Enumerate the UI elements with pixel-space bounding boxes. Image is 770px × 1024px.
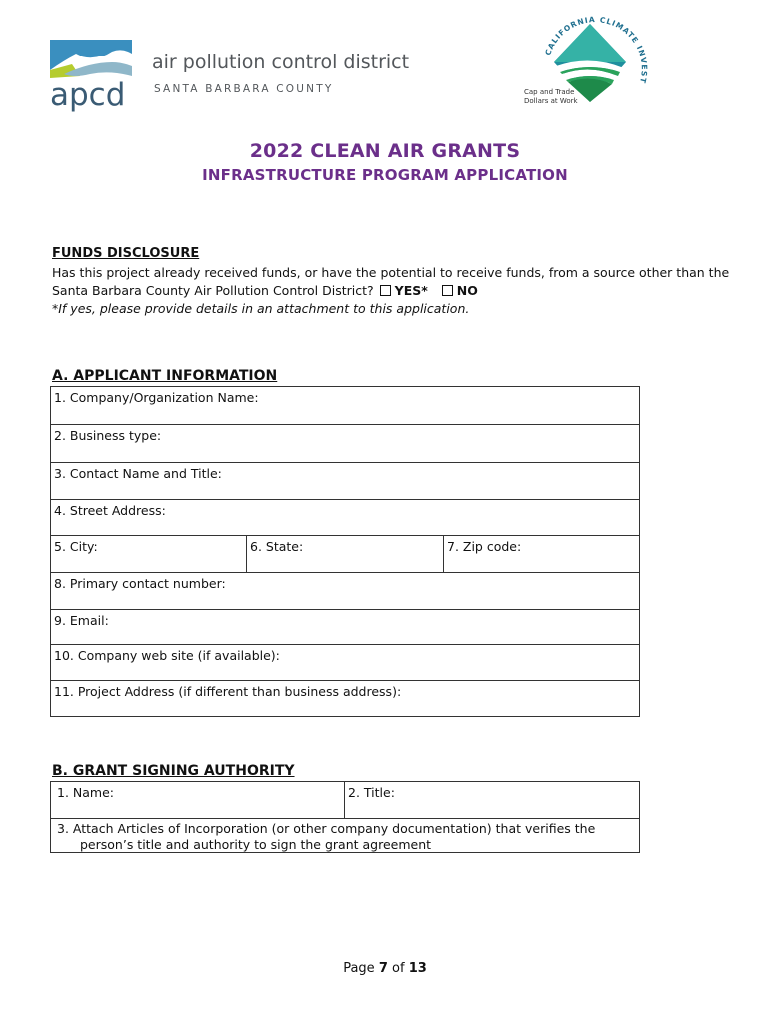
table-row [51, 462, 639, 499]
contact-name-field[interactable] [51, 463, 639, 499]
page-total: 13 [408, 961, 427, 976]
state-label: 6. State: [250, 539, 304, 554]
applicant-information-table [50, 386, 640, 717]
cci-tagline-line-1: Cap and Trade [524, 88, 575, 96]
table-row [51, 387, 639, 424]
funds-question-line-2 [52, 282, 478, 300]
signer-title-label: 2. Title: [348, 785, 395, 800]
articles-line-1: 3. Attach Articles of Incorporation (or other company documentation) that verifies the [57, 821, 596, 836]
articles-line-2: person’s title and authority to sign the grant agreement [80, 837, 432, 852]
company-website-field[interactable] [51, 645, 639, 680]
table-row [51, 680, 639, 718]
signer-title-field[interactable] [344, 782, 639, 818]
company-name-label: 1. Company/Organization Name: [54, 390, 259, 405]
street-address-label: 4. Street Address: [54, 503, 166, 518]
section-b-heading: B. GRANT SIGNING AUTHORITY [52, 763, 295, 779]
table-row [51, 499, 639, 535]
cci-tagline-line-2: Dollars at Work [524, 97, 578, 105]
table-row [51, 609, 639, 644]
city-label: 5. City: [54, 539, 98, 554]
table-row [51, 782, 639, 818]
table-row [51, 535, 639, 572]
signer-name-label: 1. Name: [57, 785, 114, 800]
email-label: 9. Email: [54, 613, 109, 628]
street-address-field[interactable] [51, 500, 639, 535]
project-address-field[interactable] [51, 681, 639, 718]
funds-question-text: Santa Barbara County Air Pollution Control District? [52, 283, 374, 298]
city-field[interactable] [51, 536, 246, 572]
business-type-label: 2. Business type: [54, 428, 162, 443]
primary-contact-number-field[interactable] [51, 573, 639, 609]
no-label: NO [456, 283, 478, 298]
funds-disclosure-heading: FUNDS DISCLOSURE [52, 246, 200, 261]
table-row [51, 818, 639, 854]
page-number [0, 961, 770, 976]
zip-code-label: 7. Zip code: [447, 539, 522, 554]
section-a-heading: A. APPLICANT INFORMATION [52, 368, 278, 384]
cci-arc-text: CALIFORNIA CLIMATE INVEST [543, 15, 649, 85]
page-of: of [392, 961, 405, 976]
funds-note: *If yes, please provide details in an attachment to this application. [52, 301, 470, 316]
primary-contact-number-label: 8. Primary contact number: [54, 576, 226, 591]
document-title: 2022 CLEAN AIR GRANTS [249, 140, 521, 162]
zip-code-field[interactable] [443, 536, 639, 572]
table-row [51, 424, 639, 462]
funds-question-line-1: Has this project already received funds, or have the potential to receive funds, from a source other than the [52, 265, 730, 280]
california-climate-investments-logo [520, 10, 650, 120]
page-current: 7 [378, 961, 388, 976]
company-name-field[interactable] [51, 387, 639, 424]
articles-of-incorporation-field[interactable] [51, 819, 639, 854]
apcd-logo [50, 40, 410, 120]
signer-name-field[interactable] [51, 782, 344, 818]
document-subtitle: INFRASTRUCTURE PROGRAM APPLICATION [202, 166, 568, 184]
business-type-field[interactable] [51, 425, 639, 462]
yes-label: YES* [394, 283, 428, 298]
cci-tagline [524, 88, 578, 106]
apcd-county: SANTA BARBARA COUNTY [154, 83, 334, 95]
project-address-label: 11. Project Address (if different than business address): [54, 684, 402, 699]
table-row [51, 644, 639, 680]
table-row [51, 572, 639, 609]
no-checkbox[interactable] [442, 285, 453, 296]
company-website-label: 10. Company web site (if available): [54, 648, 280, 663]
apcd-wordmark: apcd [50, 77, 126, 113]
page-prefix: Page [343, 961, 375, 976]
apcd-title: air pollution control district [152, 51, 410, 73]
yes-checkbox[interactable] [380, 285, 391, 296]
state-field[interactable] [246, 536, 443, 572]
grant-signing-authority-table [50, 781, 640, 853]
contact-name-label: 3. Contact Name and Title: [54, 466, 222, 481]
email-field[interactable] [51, 610, 639, 644]
